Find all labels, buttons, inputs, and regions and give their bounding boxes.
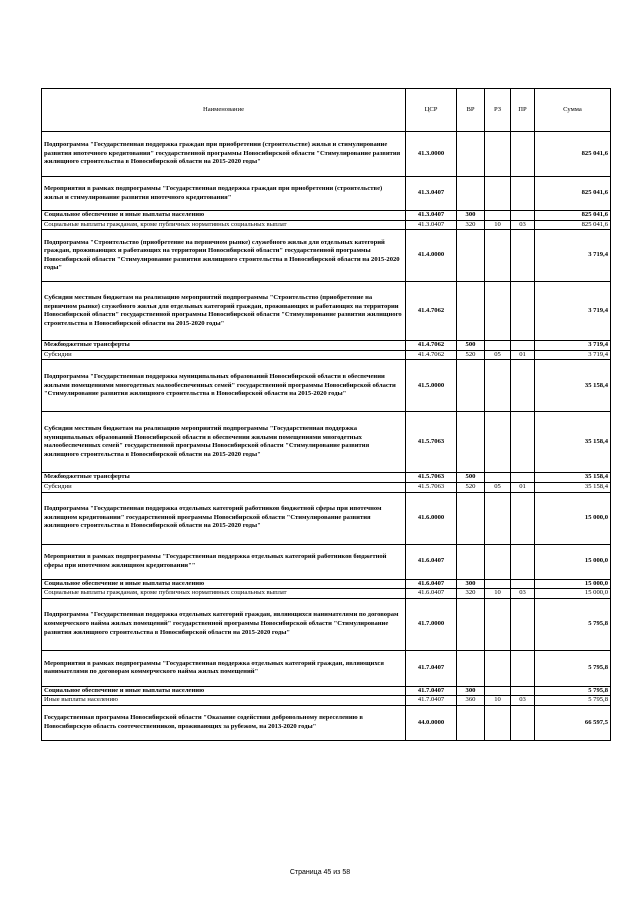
cell-name: Социальное обеспечение и иные выплаты населению	[42, 211, 406, 221]
cell-csr: 41.6.0000	[406, 492, 457, 544]
cell-rz: 10	[485, 696, 511, 706]
cell-sum: 15 000,0	[535, 589, 611, 599]
cell-pr	[511, 598, 535, 650]
cell-rz	[485, 579, 511, 589]
cell-name: Субсидии	[42, 482, 406, 492]
cell-pr	[511, 341, 535, 351]
cell-sum: 15 000,0	[535, 544, 611, 579]
table-row	[42, 211, 611, 221]
cell-sum: 825 041,6	[535, 177, 611, 211]
cell-rz	[485, 341, 511, 351]
cell-vr: 300	[457, 579, 485, 589]
cell-pr	[511, 360, 535, 412]
cell-sum: 5 795,8	[535, 598, 611, 650]
cell-csr: 41.4.7062	[406, 341, 457, 351]
cell-sum: 3 719,4	[535, 282, 611, 341]
cell-csr: 41.7.0000	[406, 598, 457, 650]
cell-name: Субсидии местным бюджетам на реализацию мероприятий подпрограммы "Государственная поддержка муниципальных образований Новосибирской области в обеспечении жилыми помещениями многодетных малообеспеченных семей" государственной программы Новосибирской области "Стимулирование развития жилищного строительства в Новосибирской области на 2015-2020 годы"	[42, 412, 406, 473]
cell-rz: 05	[485, 482, 511, 492]
table-row	[42, 177, 611, 211]
cell-vr	[457, 132, 485, 177]
cell-sum: 5 795,8	[535, 650, 611, 686]
cell-sum: 15 000,0	[535, 579, 611, 589]
cell-csr: 44.0.0000	[406, 705, 457, 740]
cell-pr	[511, 650, 535, 686]
page-number: Страница 45 из 58	[289, 869, 351, 876]
cell-vr: 320	[457, 220, 485, 230]
cell-sum: 35 158,4	[535, 473, 611, 483]
cell-vr: 360	[457, 696, 485, 706]
cell-rz	[485, 230, 511, 282]
cell-pr	[511, 177, 535, 211]
cell-sum: 825 041,6	[535, 211, 611, 221]
cell-csr: 41.5.7063	[406, 473, 457, 483]
cell-rz: 10	[485, 220, 511, 230]
cell-rz	[485, 492, 511, 544]
cell-name: Социальные выплаты гражданам, кроме публичных нормативных социальных выплат	[42, 220, 406, 230]
cell-rz	[485, 132, 511, 177]
cell-rz	[485, 650, 511, 686]
cell-rz	[485, 360, 511, 412]
cell-pr	[511, 705, 535, 740]
table-row	[42, 341, 611, 351]
table-row	[42, 350, 611, 360]
cell-sum: 3 719,4	[535, 230, 611, 282]
cell-csr: 41.5.7063	[406, 482, 457, 492]
header-csr: ЦСР	[406, 89, 457, 132]
cell-csr: 41.3.0407	[406, 220, 457, 230]
cell-vr	[457, 282, 485, 341]
cell-sum: 35 158,4	[535, 412, 611, 473]
table-header-row	[42, 89, 611, 132]
cell-pr	[511, 544, 535, 579]
cell-pr	[511, 492, 535, 544]
cell-csr: 41.3.0000	[406, 132, 457, 177]
cell-pr	[511, 230, 535, 282]
cell-csr: 41.5.0000	[406, 360, 457, 412]
cell-vr	[457, 412, 485, 473]
cell-name: Подпрограмма "Государственная поддержка граждан при приобретении (строительстве) жилья и стимулирование развития ипотечного кредитования" государственной программы Новосибирской области "Стимулирование развития жилищного строительства в Новосибирской области на 2015-2020 годы"	[42, 132, 406, 177]
cell-rz	[485, 598, 511, 650]
header-rz: РЗ	[485, 89, 511, 132]
cell-pr: 01	[511, 482, 535, 492]
cell-vr: 300	[457, 211, 485, 221]
cell-pr	[511, 132, 535, 177]
cell-sum: 35 158,4	[535, 360, 611, 412]
cell-sum: 3 719,4	[535, 341, 611, 351]
cell-csr: 41.3.0407	[406, 211, 457, 221]
cell-csr: 41.7.0407	[406, 650, 457, 686]
cell-rz	[485, 211, 511, 221]
cell-vr: 300	[457, 686, 485, 696]
table-row	[42, 579, 611, 589]
cell-rz	[485, 473, 511, 483]
cell-vr	[457, 360, 485, 412]
cell-pr: 03	[511, 696, 535, 706]
cell-sum: 3 719,4	[535, 350, 611, 360]
table-row	[42, 650, 611, 686]
cell-pr	[511, 412, 535, 473]
table-row	[42, 696, 611, 706]
cell-sum: 825 041,6	[535, 132, 611, 177]
cell-sum: 66 597,5	[535, 705, 611, 740]
header-pr: ПР	[511, 89, 535, 132]
table-row	[42, 482, 611, 492]
cell-rz	[485, 177, 511, 211]
cell-name: Подпрограмма "Строительство (приобретение на первичном рынке) служебного жилья для отдельных категорий граждан, проживающих и работающих на территории Новосибирской области" государственной программы Новосибирской области "Стимулирование развития жилищного строительства в Новосибирской области на 2015-2020 годы"	[42, 230, 406, 282]
cell-pr	[511, 473, 535, 483]
table-row	[42, 492, 611, 544]
table-row	[42, 230, 611, 282]
cell-name: Мероприятия в рамках подпрограммы "Государственная поддержка отдельных категорий граждан, являющихся нанимателями по договорам коммерческого найма жилых помещений"	[42, 650, 406, 686]
cell-sum: 5 795,8	[535, 686, 611, 696]
table-row	[42, 282, 611, 341]
cell-name: Мероприятия в рамках подпрограммы "Государственная поддержка отдельных категорий работников бюджетной сферы при ипотечном жилищном кредитовании""	[42, 544, 406, 579]
cell-sum: 35 158,4	[535, 482, 611, 492]
cell-csr: 41.3.0407	[406, 177, 457, 211]
cell-sum: 5 795,8	[535, 696, 611, 706]
cell-vr: 320	[457, 589, 485, 599]
cell-pr: 01	[511, 350, 535, 360]
cell-rz	[485, 282, 511, 341]
cell-vr	[457, 598, 485, 650]
cell-rz	[485, 686, 511, 696]
cell-rz	[485, 412, 511, 473]
cell-rz: 10	[485, 589, 511, 599]
cell-vr	[457, 230, 485, 282]
table-row	[42, 598, 611, 650]
cell-csr: 41.7.0407	[406, 686, 457, 696]
cell-name: Подпрограмма "Государственная поддержка отдельных категорий граждан, являющихся нанимателями по договорам коммерческого найма жилых помещений" государственной программы Новосибирской области "Стимулирование развития жилищного строительства в Новосибирской области на 2015-2020 годы"	[42, 598, 406, 650]
cell-name: Субсидии местным бюджетам на реализацию мероприятий подпрограммы "Строительство (приобретение на первичном рынке) служебного жилья для отдельных категорий граждан, проживающих и работающих на территории Новосибирской области" государственной программы Новосибирской области "Стимулирование развития жилищного строительства в Новосибирской области на 2015-2020 годы"	[42, 282, 406, 341]
budget-table	[41, 88, 611, 741]
cell-name: Социальное обеспечение и иные выплаты населению	[42, 686, 406, 696]
cell-name: Субсидии	[42, 350, 406, 360]
table-row	[42, 589, 611, 599]
cell-vr: 500	[457, 473, 485, 483]
table-row	[42, 220, 611, 230]
cell-sum: 825 041,6	[535, 220, 611, 230]
cell-name: Подпрограмма "Государственная поддержка муниципальных образований Новосибирской области в обеспечении жилыми помещениями многодетных малообеспеченных семей" государственной программы Новосибирской области "Стимулирование развития жилищного строительства в Новосибирской области на 2015-2020 годы"	[42, 360, 406, 412]
table-row	[42, 544, 611, 579]
cell-vr: 520	[457, 482, 485, 492]
table-row	[42, 686, 611, 696]
cell-csr: 41.5.7063	[406, 412, 457, 473]
cell-csr: 41.4.0000	[406, 230, 457, 282]
cell-rz: 05	[485, 350, 511, 360]
cell-pr	[511, 579, 535, 589]
cell-vr: 520	[457, 350, 485, 360]
cell-sum: 15 000,0	[535, 492, 611, 544]
cell-csr: 41.6.0407	[406, 589, 457, 599]
cell-name: Межбюджетные трансферты	[42, 473, 406, 483]
cell-vr	[457, 650, 485, 686]
cell-pr: 03	[511, 589, 535, 599]
cell-name: Иные выплаты населению	[42, 696, 406, 706]
cell-name: Социальное обеспечение и иные выплаты населению	[42, 579, 406, 589]
cell-csr: 41.7.0407	[406, 696, 457, 706]
cell-csr: 41.6.0407	[406, 544, 457, 579]
cell-name: Государственная программа Новосибирской области "Оказание содействия добровольному переселению в Новосибирскую область соотечественников, проживающих за рубежом, на 2013-2020 годы"	[42, 705, 406, 740]
table-row	[42, 360, 611, 412]
cell-name: Социальные выплаты гражданам, кроме публичных нормативных социальных выплат	[42, 589, 406, 599]
cell-pr: 03	[511, 220, 535, 230]
cell-pr	[511, 211, 535, 221]
table-body	[42, 132, 611, 741]
cell-rz	[485, 705, 511, 740]
table-row	[42, 705, 611, 740]
cell-vr: 500	[457, 341, 485, 351]
cell-vr	[457, 492, 485, 544]
header-vr: ВР	[457, 89, 485, 132]
cell-pr	[511, 282, 535, 341]
cell-csr: 41.4.7062	[406, 282, 457, 341]
table-row	[42, 132, 611, 177]
cell-vr	[457, 177, 485, 211]
cell-pr	[511, 686, 535, 696]
cell-name: Мероприятия в рамках подпрограммы "Государственная поддержка граждан при приобретении (строительстве) жилья и стимулирование развития ипотечного кредитования"	[42, 177, 406, 211]
header-sum: Сумма	[535, 89, 611, 132]
cell-name: Подпрограмма "Государственная поддержка отдельных категорий работников бюджетной сферы при ипотечном жилищном кредитовании" государственной программы Новосибирской области "Стимулирование развития жилищного строительства в Новосибирской области на 2015-2020 годы"	[42, 492, 406, 544]
cell-csr: 41.6.0407	[406, 579, 457, 589]
cell-vr	[457, 705, 485, 740]
cell-rz	[485, 544, 511, 579]
cell-name: Межбюджетные трансферты	[42, 341, 406, 351]
cell-csr: 41.4.7062	[406, 350, 457, 360]
table-row	[42, 473, 611, 483]
table-row	[42, 412, 611, 473]
cell-vr	[457, 544, 485, 579]
header-name: Наименование	[42, 89, 406, 132]
